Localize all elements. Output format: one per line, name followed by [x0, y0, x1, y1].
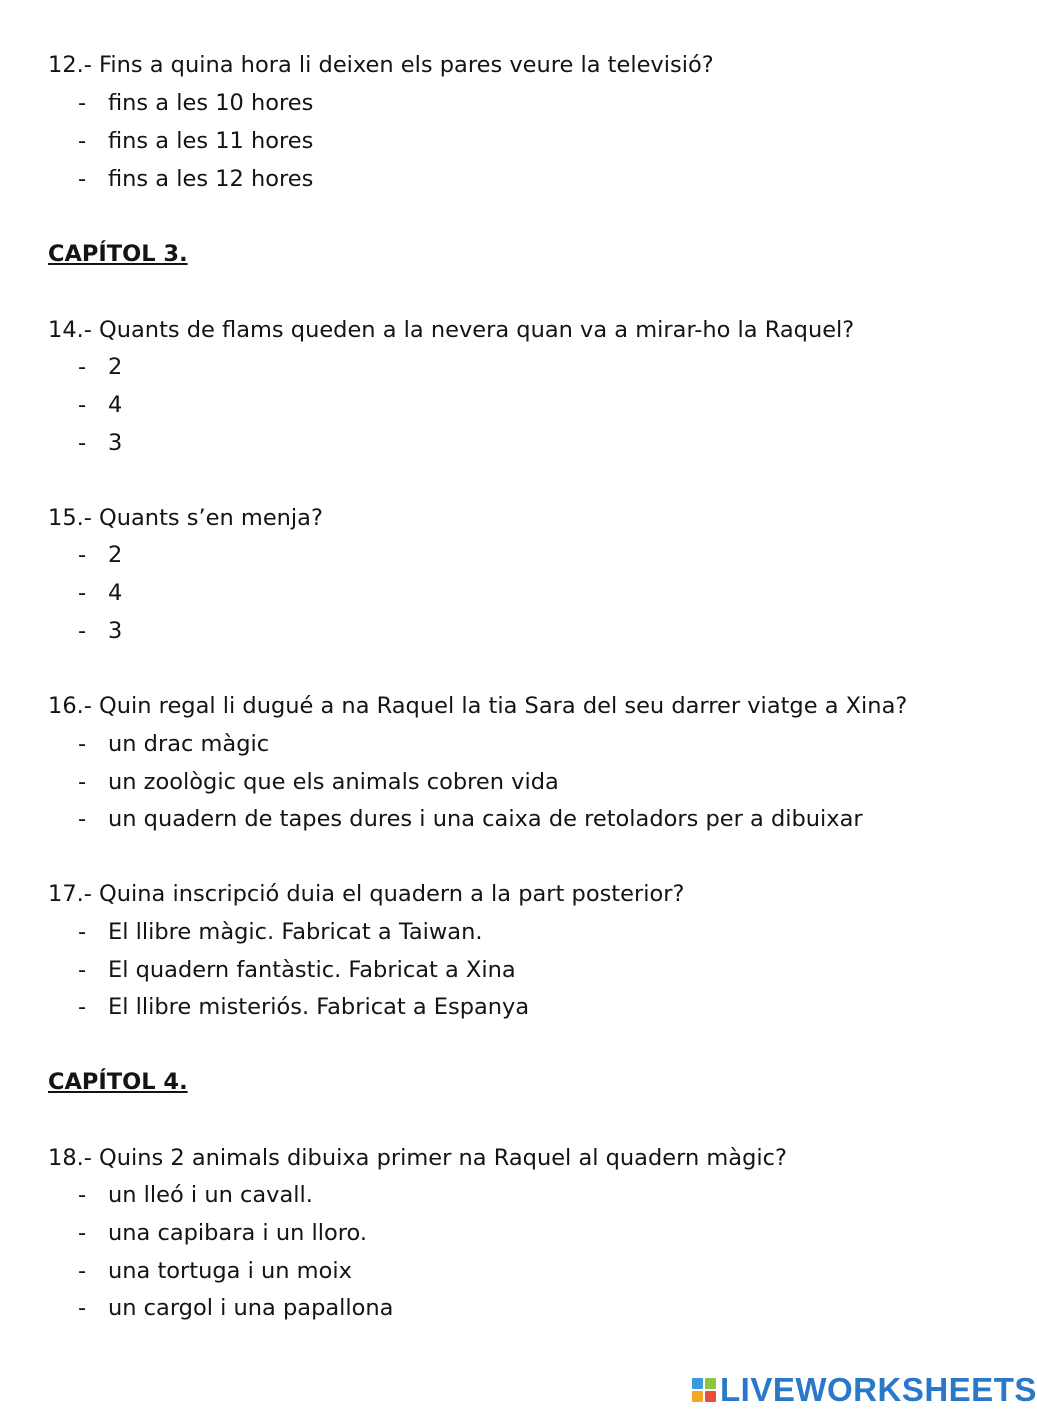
logo-square-1 [692, 1378, 703, 1389]
logo-square-4 [705, 1391, 716, 1402]
option-16-a[interactable]: - un drac màgic [78, 731, 270, 757]
option-14-c[interactable]: - 3 [78, 430, 123, 456]
liveworksheets-logo [692, 1372, 1037, 1408]
chapter-3-heading: CAPÍTOL 3. [48, 241, 188, 267]
question-18: 18.- Quins 2 animals dibuixa primer na Raquel al quadern màgic? [48, 1145, 787, 1171]
option-17-c[interactable]: - El llibre misteriós. Fabricat a Espanya [78, 994, 530, 1020]
option-17-b[interactable]: - El quadern fantàstic. Fabricat a Xina [78, 957, 516, 983]
question-16: 16.- Quin regal li dugué a na Raquel la tia Sara del seu darrer viatge a Xina? [48, 693, 908, 719]
chapter-4-heading: CAPÍTOL 4. [48, 1069, 188, 1095]
option-16-b[interactable]: - un zoològic que els animals cobren vida [78, 769, 559, 795]
question-17: 17.- Quina inscripció duia el quadern a la part posterior? [48, 881, 685, 907]
question-14: 14.- Quants de flams queden a la nevera quan va a mirar-ho la Raquel? [48, 317, 855, 343]
option-15-b[interactable]: - 4 [78, 580, 123, 606]
logo-text: LIVEWORKSHEETS [720, 1371, 1037, 1408]
question-15: 15.- Quants s’en menja? [48, 505, 323, 531]
option-12-c[interactable]: - fins a les 12 hores [78, 166, 314, 192]
liveworksheets-icon [692, 1378, 716, 1402]
logo-square-3 [692, 1391, 703, 1402]
option-16-c[interactable]: - un quadern de tapes dures i una caixa de retoladors per a dibuixar [78, 806, 863, 832]
option-18-b[interactable]: - una capibara i un lloro. [78, 1220, 368, 1246]
logo-square-2 [705, 1378, 716, 1389]
option-17-a[interactable]: - El llibre màgic. Fabricat a Taiwan. [78, 919, 483, 945]
option-14-a[interactable]: - 2 [78, 354, 123, 380]
option-18-d[interactable]: - un cargol i una papallona [78, 1295, 394, 1321]
option-18-a[interactable]: - un lleó i un cavall. [78, 1182, 313, 1208]
option-15-a[interactable]: - 2 [78, 542, 123, 568]
option-12-b[interactable]: - fins a les 11 hores [78, 128, 314, 154]
option-14-b[interactable]: - 4 [78, 392, 123, 418]
option-15-c[interactable]: - 3 [78, 618, 123, 644]
question-12: 12.- Fins a quina hora li deixen els pares veure la televisió? [48, 52, 714, 78]
option-12-a[interactable]: - fins a les 10 hores [78, 90, 314, 116]
option-18-c[interactable]: - una tortuga i un moix [78, 1258, 352, 1284]
